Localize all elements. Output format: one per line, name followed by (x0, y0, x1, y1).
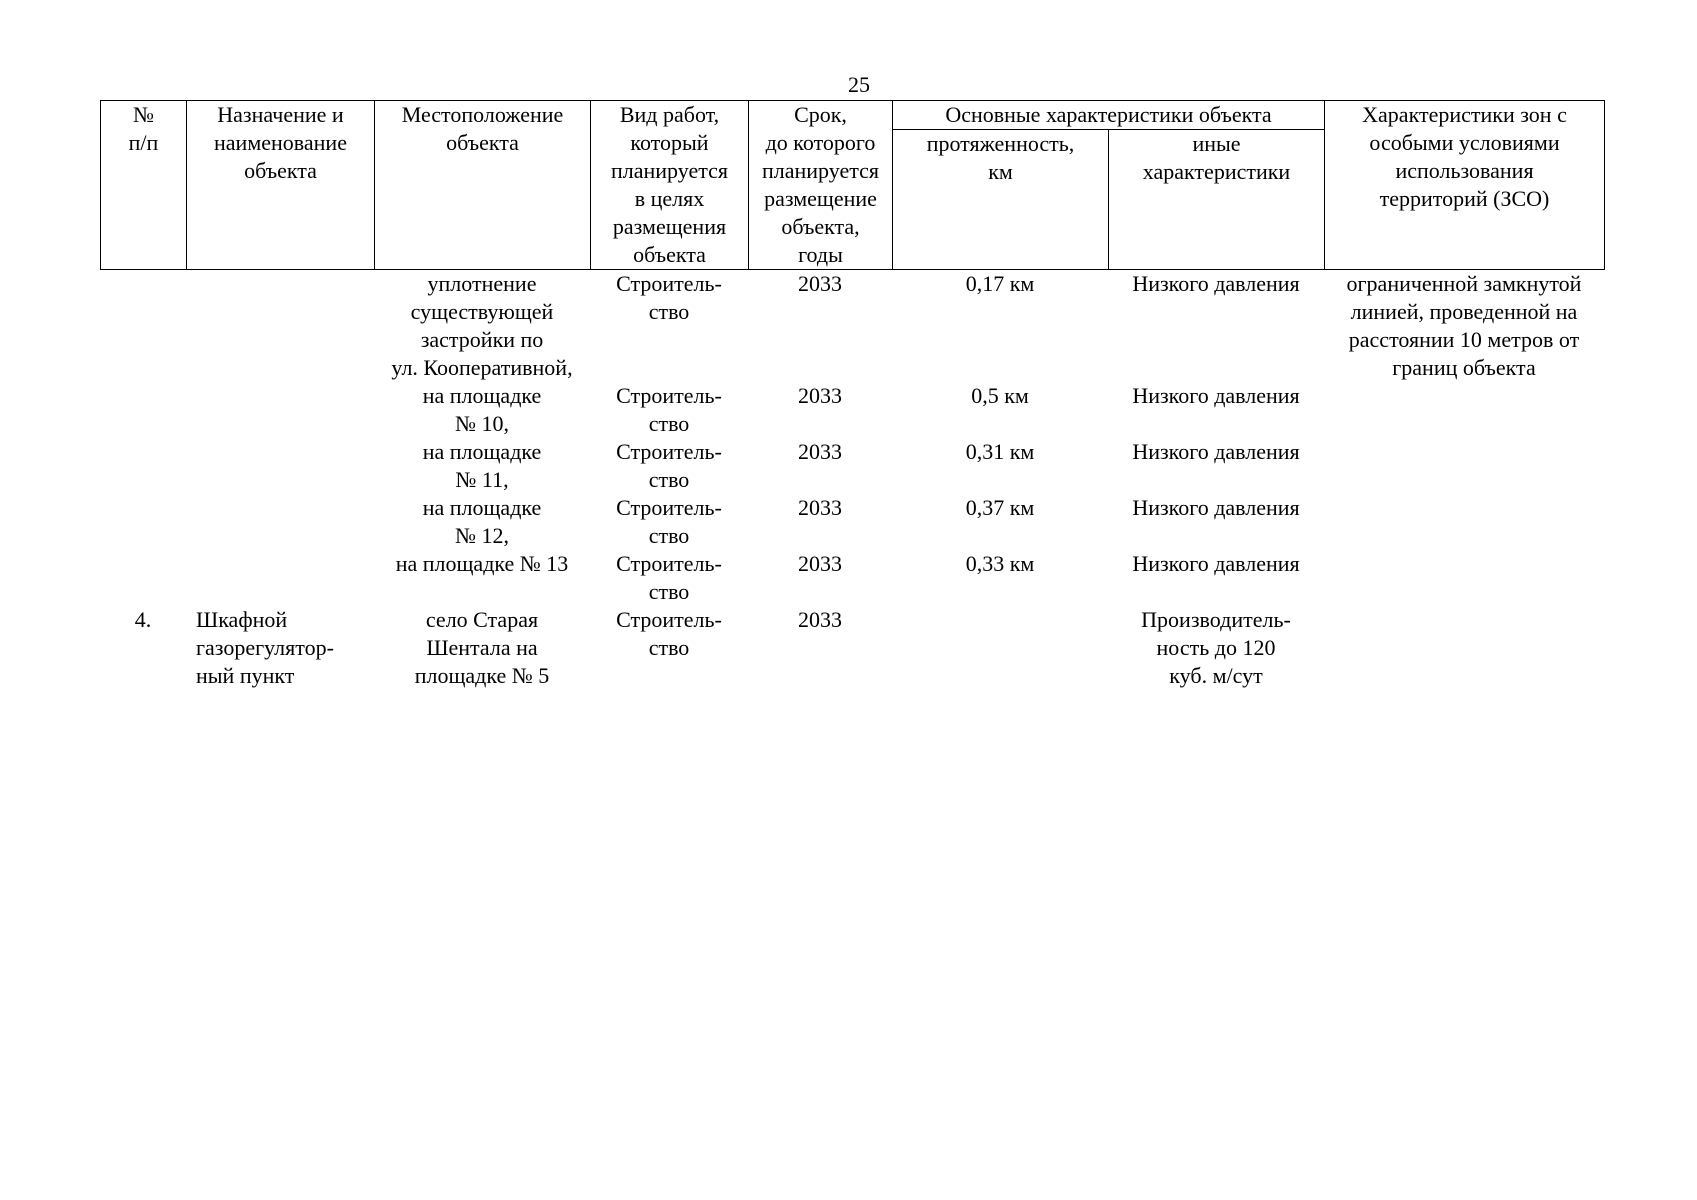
cell-zones (1324, 438, 1604, 494)
cell-num (100, 438, 186, 494)
header-length: протяженность, км (893, 130, 1109, 270)
header-purpose: Назначение и наименование объекта (187, 101, 375, 270)
cell-num: 4. (134, 607, 152, 632)
header-other: иные характеристики (1109, 130, 1325, 270)
cell-zones (1324, 606, 1604, 690)
table-row (100, 382, 1604, 438)
cell-work-type: Строитель- ство (616, 271, 722, 324)
header-work-type: Вид работ, который планируется в целях размещения объекта (591, 101, 749, 270)
header-zones: Характеристики зон с особыми условиями использования территорий (ЗСО) (1325, 101, 1605, 270)
table-header (100, 100, 1605, 270)
cell-length: 0,31 км (965, 439, 1035, 464)
cell-other: Производитель- ность до 120 куб. м/сут (1141, 607, 1291, 688)
cell-location: село Старая Шентала на площадке № 5 (414, 607, 550, 688)
cell-location: на площадке № 11, (422, 439, 542, 492)
cell-other: Низкого давления (1132, 495, 1300, 520)
cell-purpose (186, 382, 374, 438)
cell-other: Низкого давления (1132, 551, 1300, 576)
cell-zones (1324, 494, 1604, 550)
cell-location: на площадке № 13 (395, 551, 569, 576)
table-row (100, 550, 1604, 606)
cell-deadline: 2033 (798, 271, 842, 296)
cell-length: 0,33 км (965, 551, 1035, 576)
cell-deadline: 2033 (798, 495, 842, 520)
header-location: Местоположение объекта (375, 101, 591, 270)
cell-work-type: Строитель- ство (616, 383, 722, 436)
table-row (100, 270, 1604, 382)
cell-location: на площадке № 12, (422, 495, 542, 548)
cell-other: Низкого давления (1132, 383, 1300, 408)
header-deadline: Срок, до которого планируется размещение объекта, годы (749, 101, 893, 270)
cell-length (892, 606, 1108, 690)
cell-deadline: 2033 (798, 551, 842, 576)
header-main-characteristics: Основные характеристики объекта (893, 101, 1325, 130)
cell-other: Низкого давления (1132, 439, 1300, 464)
cell-work-type: Строитель- ство (616, 439, 722, 492)
cell-length: 0,17 км (965, 271, 1035, 296)
cell-length: 0,37 км (965, 495, 1035, 520)
cell-location: уплотнение существующей застройки по ул. Кооперативной, (391, 271, 573, 380)
cell-deadline: 2033 (798, 607, 842, 632)
table-row (100, 606, 1604, 690)
cell-zones: ограниченной замкнутой линией, проведенной на расстоянии 10 метров от границ объекта (1346, 271, 1582, 380)
cell-deadline: 2033 (798, 383, 842, 408)
cell-num (100, 382, 186, 438)
page-number: 25 (848, 72, 870, 97)
cell-purpose (186, 438, 374, 494)
cell-deadline: 2033 (798, 439, 842, 464)
cell-purpose (186, 494, 374, 550)
cell-num (100, 494, 186, 550)
cell-zones (1324, 550, 1604, 606)
cell-purpose (186, 550, 374, 606)
table-body (100, 270, 1604, 690)
cell-num (100, 550, 186, 606)
table-row (100, 494, 1604, 550)
cell-other: Низкого давления (1132, 271, 1300, 296)
cell-length: 0,5 км (971, 383, 1029, 408)
cell-num (100, 270, 186, 382)
cell-zones (1324, 382, 1604, 438)
header-num: № п/п (101, 101, 187, 270)
cell-purpose: Шкафной газорегулятор- ный пункт (196, 607, 334, 688)
cell-location: на площадке № 10, (422, 383, 542, 436)
cell-work-type: Строитель- ство (616, 551, 722, 604)
cell-work-type: Строитель- ство (616, 495, 722, 548)
table-row (100, 438, 1604, 494)
cell-purpose (186, 270, 374, 382)
cell-work-type: Строитель- ство (616, 607, 722, 660)
